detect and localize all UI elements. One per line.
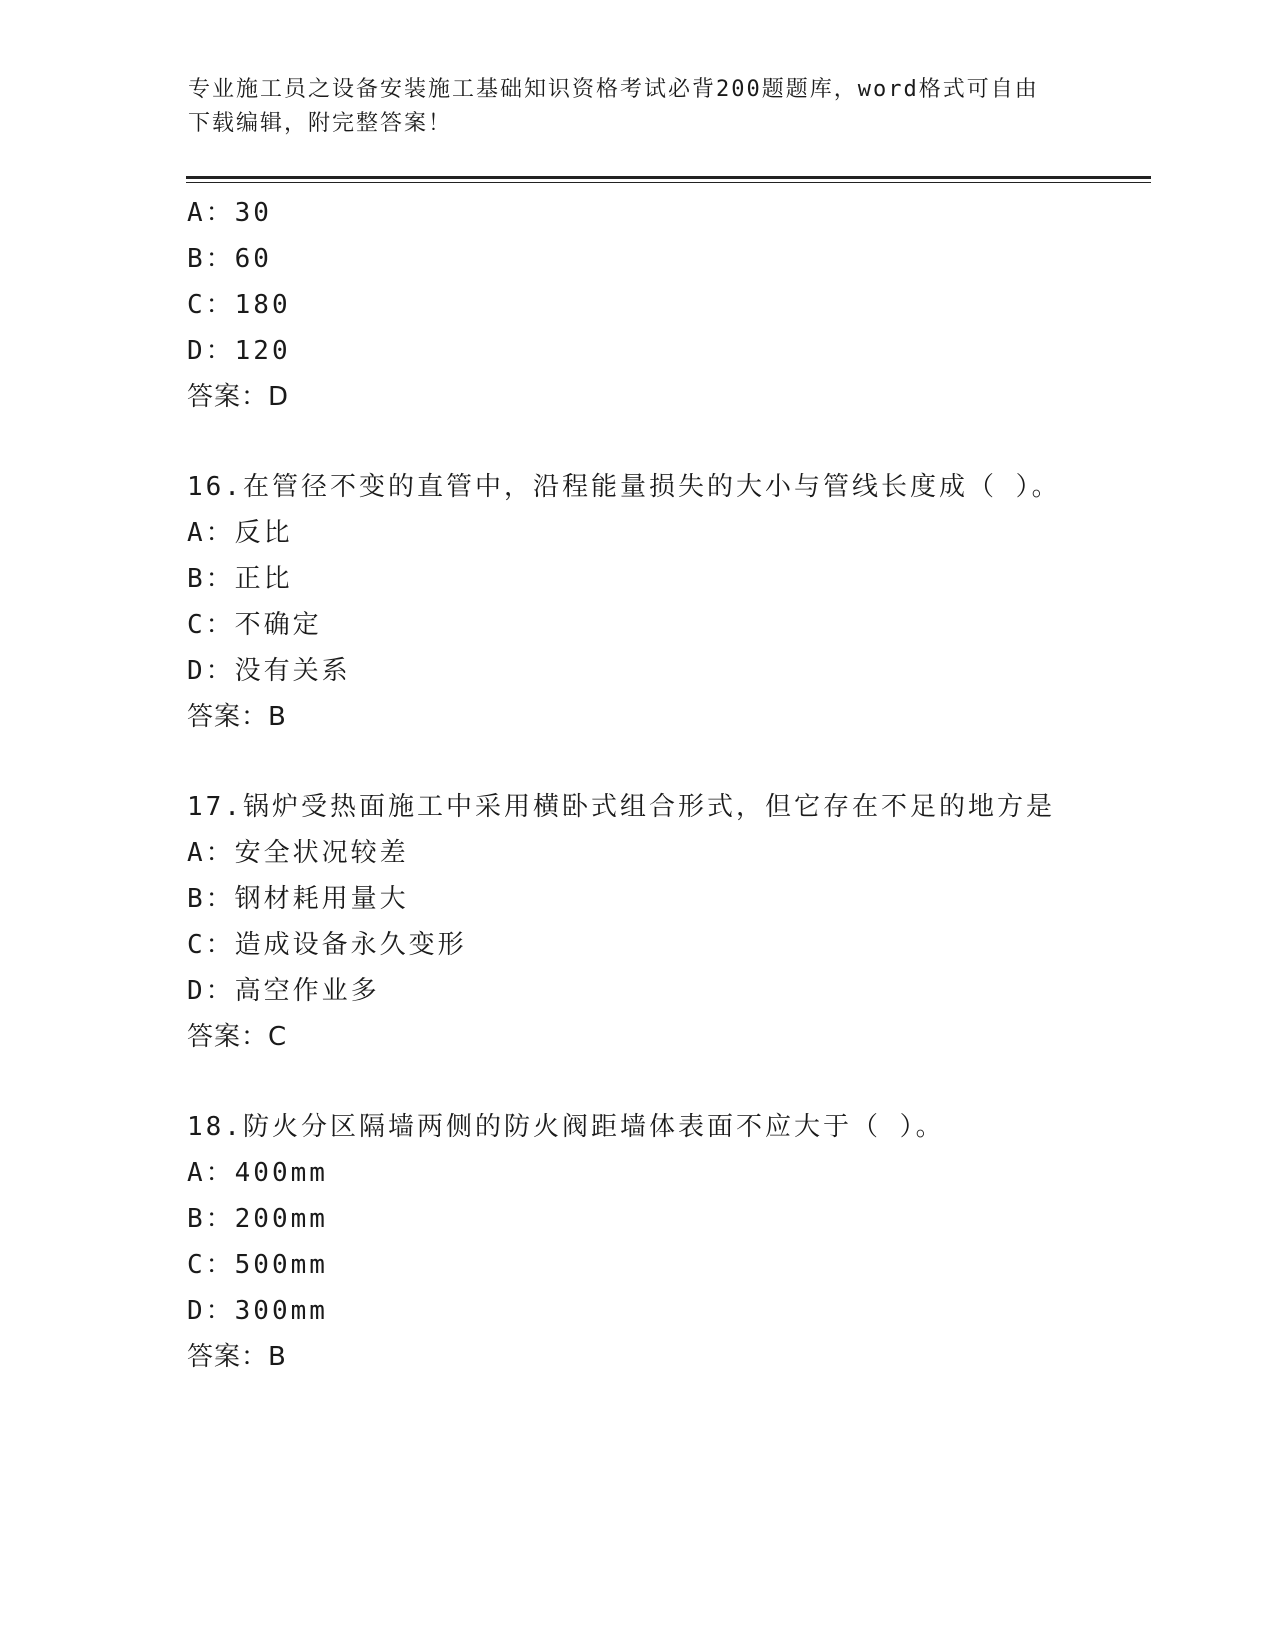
header-line-2: 下载编辑，附完整答案！ — [188, 111, 453, 136]
answer-line: 答案：D — [187, 382, 290, 412]
answer-line: 答案：C — [187, 1022, 288, 1052]
answer-line: 答案：B — [187, 702, 287, 732]
option-c: C：不确定 — [187, 610, 322, 640]
option-a: A：400mm — [187, 1158, 328, 1188]
document-body — [187, 190, 1147, 1380]
option-a: A：反比 — [187, 518, 293, 548]
option-b: B：钢材耗用量大 — [187, 884, 409, 914]
option-c: C：造成设备永久变形 — [187, 930, 467, 960]
option-d: D：300mm — [187, 1296, 328, 1326]
question-block-15 — [187, 190, 1147, 420]
header-divider-thick — [186, 176, 1151, 179]
document-header — [188, 73, 1068, 141]
option-c: C：180 — [187, 290, 291, 320]
question-text: 16.在管径不变的直管中，沿程能量损失的大小与管线长度成（ ）。 — [187, 472, 1061, 502]
option-d: D：没有关系 — [187, 656, 351, 686]
option-a: A：30 — [187, 198, 272, 228]
question-block-17 — [187, 784, 1147, 1060]
option-b: B：200mm — [187, 1204, 328, 1234]
question-text: 18.防火分区隔墙两侧的防火阀距墙体表面不应大于（ ）。 — [187, 1112, 945, 1142]
option-d: D：120 — [187, 336, 291, 366]
question-block-16 — [187, 464, 1147, 740]
option-a: A：安全状况较差 — [187, 838, 409, 868]
answer-line: 答案：B — [187, 1342, 287, 1372]
option-d: D：高空作业多 — [187, 976, 380, 1006]
option-c: C：500mm — [187, 1250, 328, 1280]
header-line-1: 专业施工员之设备安装施工基础知识资格考试必背200题题库，word格式可自由 — [188, 77, 1039, 102]
option-b: B：正比 — [187, 564, 293, 594]
header-divider-thin — [186, 182, 1151, 183]
question-block-18 — [187, 1104, 1147, 1380]
question-text: 17.锅炉受热面施工中采用横卧式组合形式，但它存在不足的地方是 — [187, 792, 1055, 822]
option-b: B：60 — [187, 244, 272, 274]
